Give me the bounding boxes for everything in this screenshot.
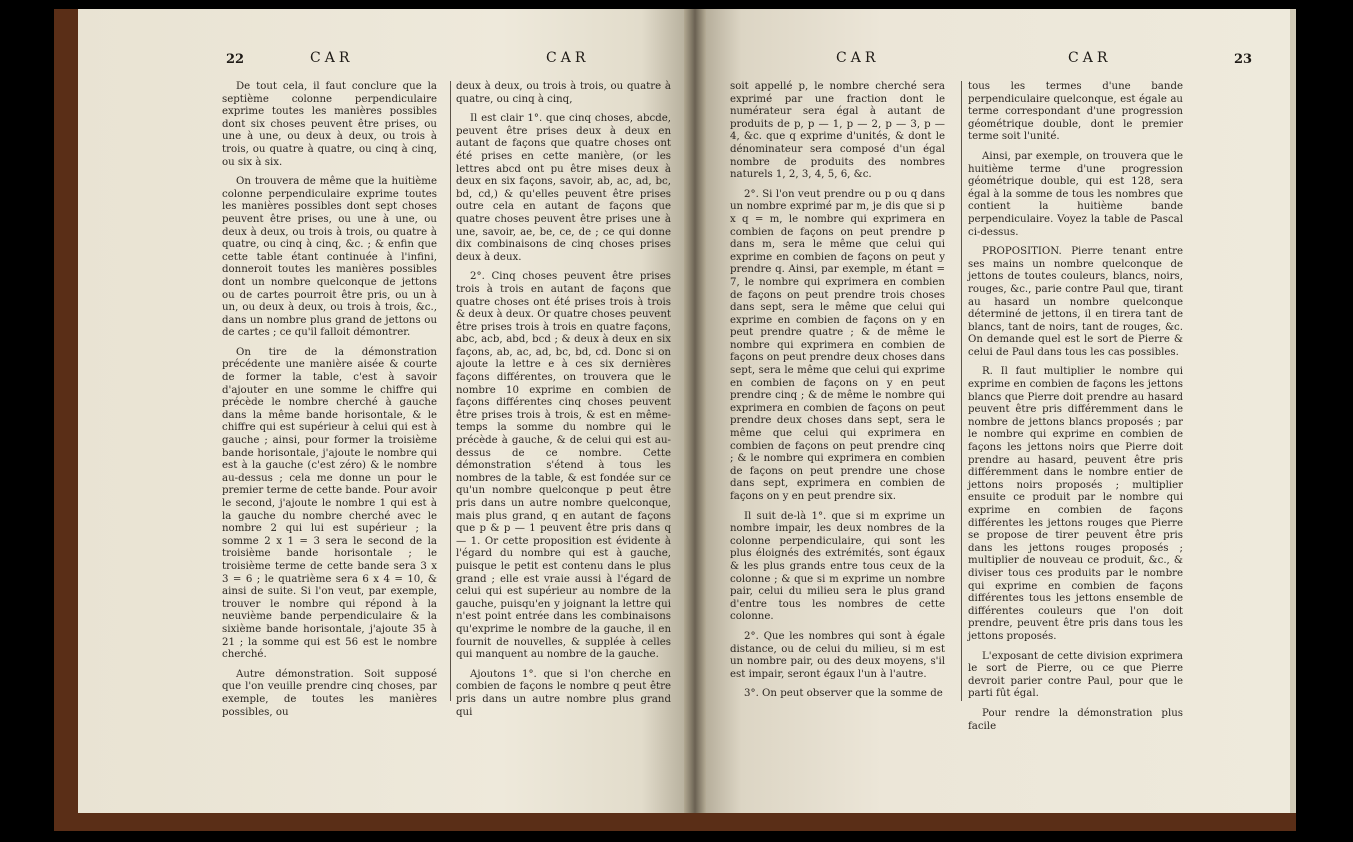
paragraph: soit appellé p, le nombre cherché sera exprimé par une fraction dont le numérateur sera égal à autant de produits de p, p — 1, p — 2, p — 3, p — 4, &c. que q exprime d'unités, & dont le dénominateur sera composé d'un égal nombre de produits des nombres naturels 1, 2, 3, 4, 5, 6, &c. bbox=[730, 81, 945, 181]
page-number: 22 bbox=[226, 52, 245, 67]
paragraph: Autre démonstration. Soit supposé que l'on veuille prendre cinq choses, par exemple, de toutes les manières possibles, ou bbox=[222, 668, 437, 718]
paragraph: 3°. On peut observer que la somme de bbox=[744, 688, 943, 700]
page-edge bbox=[1290, 9, 1296, 813]
paragraph: Ainsi, par exemple, on trouvera que le huitième terme d'une progression géométrique double, qui est 128, sera égal à la somme de tous les nombres que contient la huitième bande perpendiculaire. Voyez la table de Pascal ci-dessus. bbox=[968, 150, 1183, 238]
paragraph: On trouvera de même que la huitième colonne perpendiculaire exprime toutes les manières possibles dont sept choses peuvent être prises, ou une à une, ou deux à deux, ou trois à trois, ou quatre à quatre, ou cinq à cinq, &c. ; & enfin que cette table étant continuée à l'infini, donneroit toutes les manières possibles dont un nombre quelconque de jettons ou de cartes pourroit être pris, ou un à un, ou deux à deux, ou trois à trois, &c., dans un nombre plus grand de jettons ou de cartes ; ce qu'il falloit démontrer. bbox=[222, 176, 437, 339]
text-column-1 bbox=[222, 81, 437, 726]
page-number: 23 bbox=[1234, 52, 1253, 67]
paragraph: 2°. Cinq choses peuvent être prises trois à trois en autant de façons que quatre choses ont été prises trois à trois & deux à deux. Or quatre choses peuvent être prises trois à trois en quatre façons, abc, acb, abd, bcd ; & deux à deux en six façons, ab, ac, ad, bc, bd, cd. Donc si on ajoute la lettre e à ces six dernières façons différentes, on trouvera que le nombre 10 exprime en combien de façons différentes cinq choses peuvent être prises trois à trois, & est en même-temps la somme du nombre qui le précède à gauche, & de celui qui est au-dessus de ce nombre. Cette démonstration s'étend à tous les nombres de la table, & est fondée sur ce qu'un nombre quelconque p peut être pris dans un autre nombre quelconque, mais plus grand, q en autant de façons que p & p — 1 peuvent être pris dans q — 1. Or cette proposition est évidente à l'égard du nombre qui est à gauche, puisque le petit est contenu dans le plus grand ; elle est vraie aussi à l'égard de celui qui est supérieur au nombre de la gauche, puisqu'en y joignant la lettre qui n'est point entrée dans les combinaisons qu'exprime le nombre de la gauche, il en fournit de nouvelles, & supplée à celles qui manquent au nombre de la gauche. bbox=[456, 271, 671, 661]
running-head: CAR bbox=[310, 50, 354, 66]
paragraph: Pour rendre la démonstration plus facile bbox=[968, 707, 1183, 732]
paragraph: On tire de la démonstration précédente une manière aisée & courte de former la table, c'est à savoir d'ajouter en une somme le chiffre qui précède le nombre cherché à gauche dans la même bande horisontale, & le chiffre qui est supérieur à celui qui est à gauche ; ainsi, pour former la troisième bande horisontale, j'ajoute le nombre qui est à la gauche (c'est zéro) & le nombre au-dessus ; cela me donne un pour le premier terme de cette bande. Pour avoir le second, j'ajoute le nombre 1 qui est à la gauche du nombre cherché avec le nombre 2 qui lui est supérieur ; la somme 2 x 1 = 3 sera le second de la troisième bande horisontale ; le troisième terme de cette bande sera 3 x 3 = 6 ; le quatrième sera 6 x 4 = 10, & ainsi de suite. Si l'on veut, par exemple, trouver le nombre qui répond à la neuvième bande perpendiculaire & la sixième bande horisontale, j'ajoute 35 à 21 ; la somme qui est 56 est le nombre cherché. bbox=[222, 346, 437, 661]
running-head: CAR bbox=[546, 50, 590, 66]
paragraph: L'exposant de cette division exprimera le sort de Pierre, ou ce que Pierre devroit parier contre Paul, pour que le parti fût égal. bbox=[968, 650, 1183, 700]
paragraph: 2°. Si l'on veut prendre ou p ou q dans un nombre exprimé par m, je dis que si p x q = m, le nombre qui exprimera en combien de façons on peut prendre p dans m, sera le même que celui qui exprime en combien de façons on peut y prendre q. Ainsi, par exemple, m étant = 7, le nombre qui exprimera en combien de façons on peut prendre trois choses dans sept, sera le même que celui qui exprime en combien de façons on y en peut prendre quatre ; & de même le nombre qui exprimera en combien de façons on peut prendre deux choses dans sept, sera le même que celui qui exprime en combien de façons on y en peut prendre cinq ; & de même le nombre qui exprimera en combien de façons on peut prendre deux choses dans sept, sera le même que celui qui exprimera en combien de façons on peut prendre cinq ; & le nombre qui exprimera en combien de façons on peut prendre une chose dans sept, exprimera en combien de façons on y en peut prendre six. bbox=[730, 188, 945, 502]
column-rule bbox=[961, 81, 962, 701]
text-column-1 bbox=[730, 81, 945, 708]
paragraph: R. Il faut multiplier le nombre qui exprime en combien de façons les jettons blancs que Pierre doit prendre au hasard peuvent être pris différemment dans le nombre de jettons blancs proposés ; par le nombre qui exprime en combien de façons les jettons noirs que Pierre doit prendre au hasard, peuvent être pris différemment dans le nombre entier de jettons noirs proposés ; multiplier ensuite ce produit par le nombre qui exprime en combien de façons différentes les jettons rouges que Pierre se propose de tirer peuvent être pris dans les jettons rouges proposés ; multiplier de nouveau ce produit, &c., & diviser tous ces produits par le nombre qui exprime en combien de façons différentes tous les jettons ensemble de différentes couleurs que l'on doit prendre, peuvent être pris dans tous les jettons proposés. bbox=[968, 366, 1183, 642]
text-column-2 bbox=[968, 81, 1183, 740]
running-head: CAR bbox=[836, 50, 880, 66]
paragraph: deux à deux, ou trois à trois, ou quatre à quatre, ou cinq à cinq, bbox=[456, 81, 671, 105]
paragraph: 2°. Que les nombres qui sont à égale distance, ou de celui du milieu, si m est un nombre pair, ou des deux moyens, s'il est impair, seront égaux l'un à l'autre. bbox=[730, 630, 945, 680]
paragraph: Il suit de-là 1°. que si m exprime un nombre impair, les deux nombres de la colonne perpendiculaire, qui sont les plus éloignés des extrémités, sont égaux & les plus grands entre tous ceux de la colonne ; & que si m exprime un nombre pair, celui du milieu sera le plus grand d'entre tous les nombres de cette colonne. bbox=[730, 510, 945, 623]
paragraph: PROPOSITION. Pierre tenant entre ses mains un nombre quelconque de jettons de toutes couleurs, blancs, noirs, rouges, &c., parie contre Paul que, tirant au hasard un nombre quelconque déterminé de jettons, il en tirera tant de blancs, tant de noirs, tant de rouges, &c. On demande quel est le sort de Pierre & celui de Paul dans tous les cas possibles. bbox=[968, 246, 1183, 358]
running-head: CAR bbox=[1068, 50, 1112, 66]
paragraph: Ajoutons 1°. que si l'on cherche en combien de façons le nombre q peut être pris dans un autre nombre plus grand qui bbox=[456, 668, 671, 718]
paragraph: De tout cela, il faut conclure que la septième colonne perpendiculaire exprime toutes les manières possibles dont six choses peuvent être prises, ou une à une, ou deux à deux, ou trois à trois, ou quatre à quatre, ou cinq à cinq, ou six à six. bbox=[222, 81, 437, 168]
book-gutter bbox=[684, 9, 706, 813]
column-rule bbox=[450, 81, 451, 701]
paragraph: tous les termes d'une bande perpendiculaire quelconque, est égale au terme correspondant d'une progression géométrique double, dont le premier terme soit l'unité. bbox=[968, 81, 1183, 143]
left-page bbox=[78, 9, 684, 813]
text-column-2 bbox=[456, 81, 671, 726]
paragraph: Il est clair 1°. que cinq choses, abcde, peuvent être prises deux à deux en autant de façons que quatre choses ont été prises en cette manière, (or les lettres abcd ont pu être mises deux à deux en six façons, savoir, ab, ac, ad, bc, bd, cd,) & qu'elles peuvent être prises outre cela en autant de façons que quatre choses peuvent être prises une à une, savoir, ae, be, ce, de ; ce qui donne dix combinaisons de cinq choses prises deux à deux. bbox=[456, 113, 671, 263]
right-page bbox=[706, 9, 1296, 813]
